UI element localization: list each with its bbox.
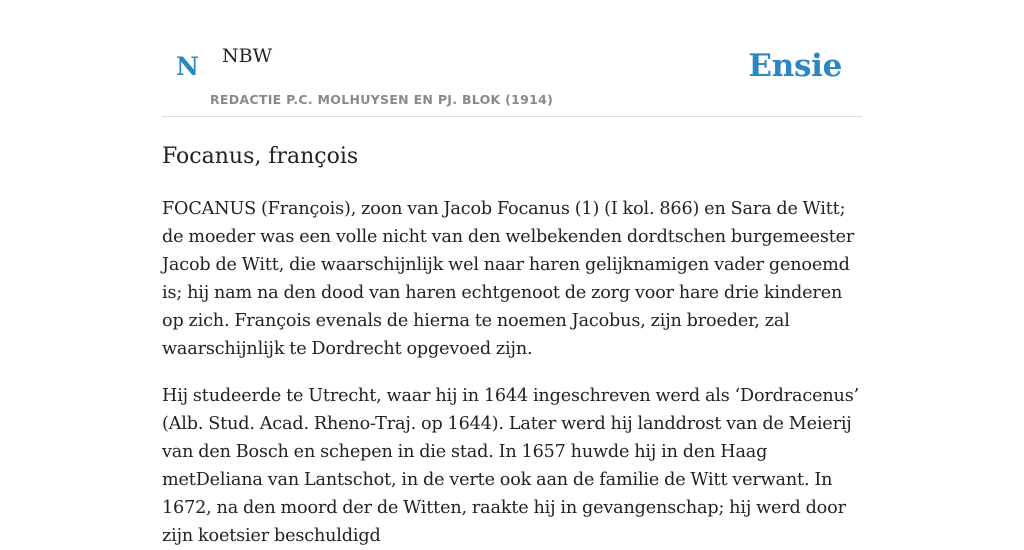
article-paragraph: Hij studeerde te Utrecht, waar hij in 1644 ingeschreven werd als ‘Dordracenus’ (Alb. Stud. Acad. Rheno-Traj. op 1644). Later werd hij landdrost van de Meierij van den Bosch en schepen in die stad. In 1657 huwde hij in den Haag metDeliana van Lantschot, in de verte ook aan de familie de Witt verwant. In 1672, na den moord der de Witten, raakte hij in gevangenschap; hij werd door zijn koetsier beschuldigd (162, 386, 860, 546)
brand-logo[interactable]: Ensie (748, 48, 842, 84)
source-editors: REDACTIE P.C. MOLHUYSEN EN PJ. BLOK (1914) (210, 92, 554, 107)
page-header (162, 0, 862, 117)
article-title: Focanus, françois (162, 144, 359, 169)
page-container (162, 0, 862, 550)
source-logo[interactable]: N (176, 52, 199, 81)
article-paragraph: FOCANUS (François), zoon van Jacob Focanus (1) (I kol. 866) en Sara de Witt; de moeder was een volle nicht van den welbekenden dordtschen burgemeester Jacob de Witt, die waarschijnlijk wel naar haren gelijknamigen vader genoemd is; hij nam na den dood van haren echtgenoot de zorg voor hare drie kinderen op zich. François evenals de hierna te noemen Jacobus, zijn broeder, zal waarschijnlijk te Dordrecht opgevoed zijn. (162, 199, 855, 359)
source-title[interactable]: NBW (222, 45, 273, 67)
